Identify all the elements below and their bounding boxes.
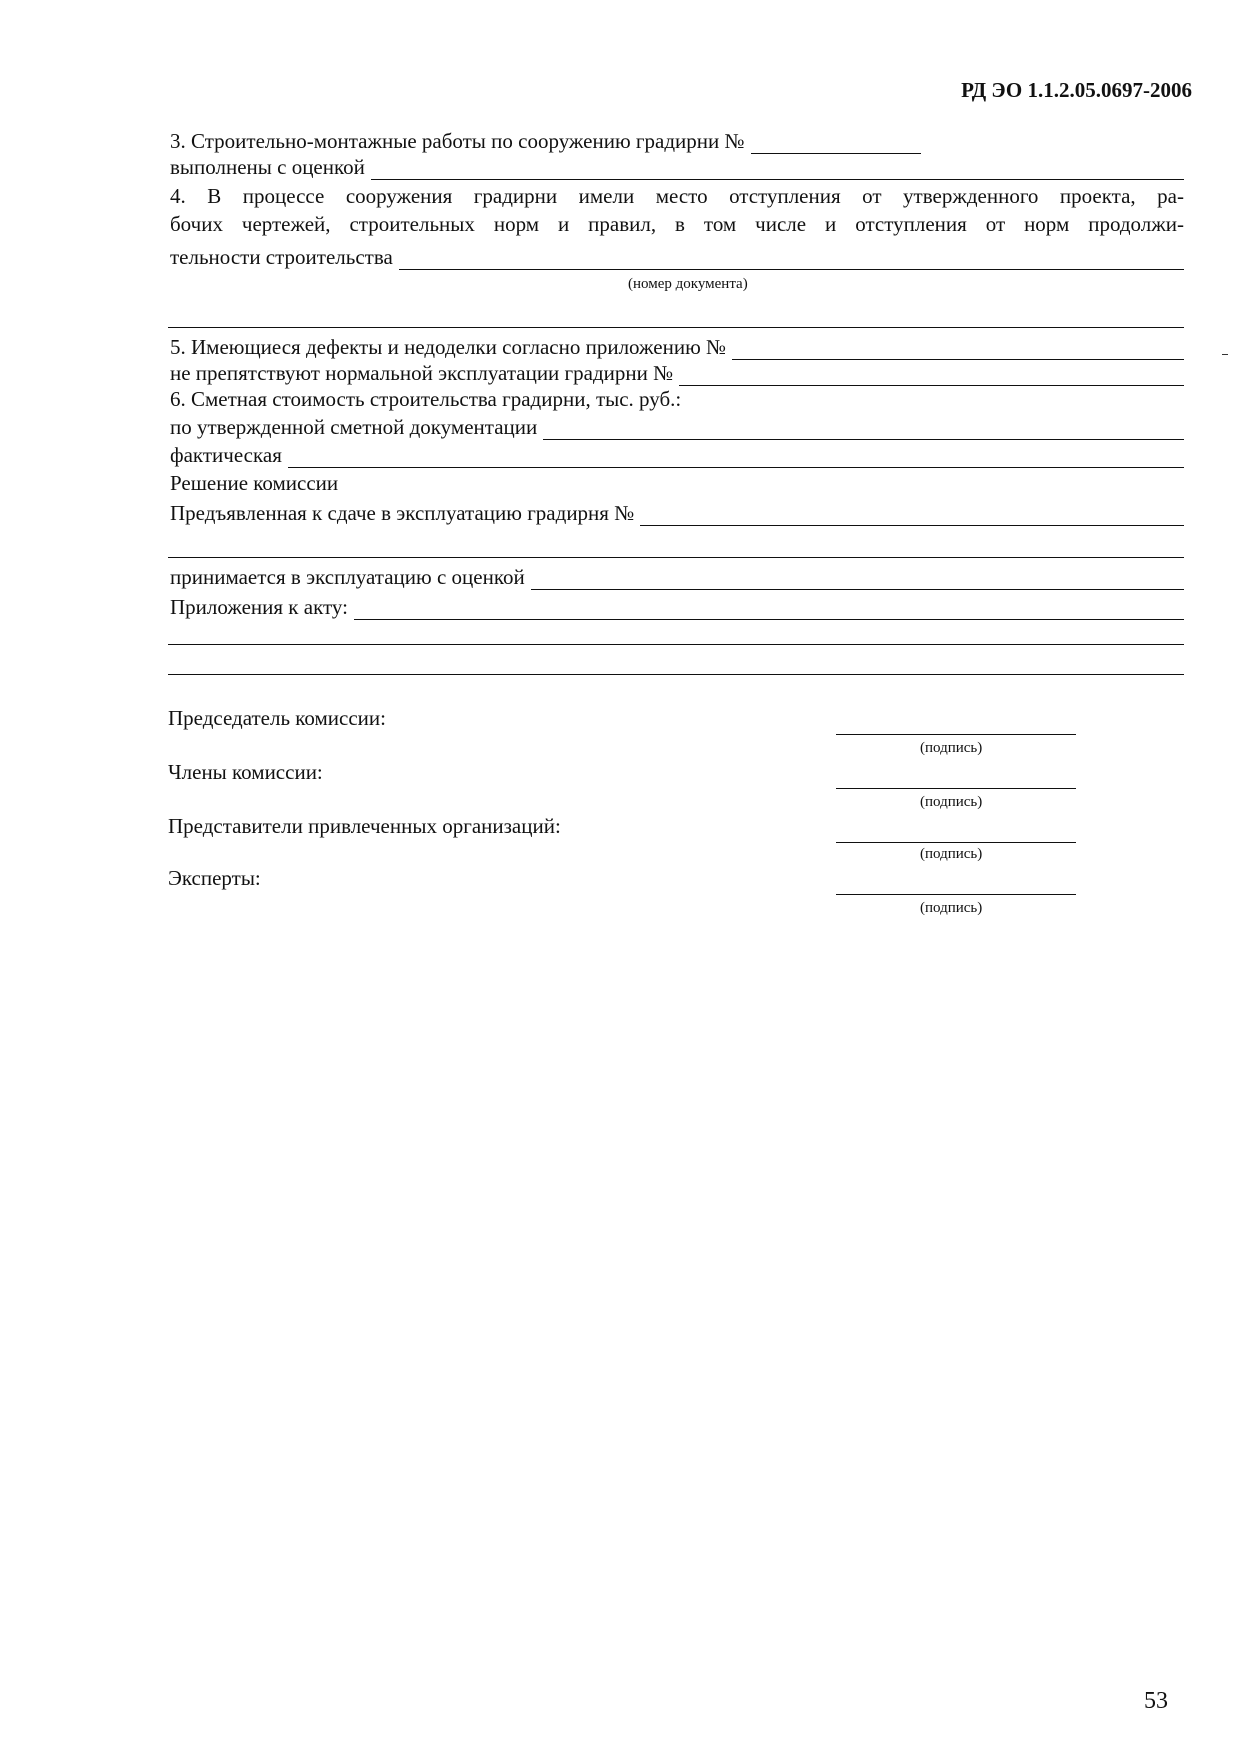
margin-mark: [1222, 354, 1228, 355]
item6-text-a: 6. Сметная стоимость строительства градирни, тыс. руб.:: [170, 387, 682, 411]
item4-line3: [170, 240, 1184, 270]
item6-line1: [170, 382, 1184, 412]
decision-text-b: принимается в эксплуатацию с оценкой: [170, 565, 525, 589]
estimated-cost-field[interactable]: [543, 417, 1184, 440]
item4-text-b: бочих чертежей, строительных норм и правил, в том числе и отступления от норм продолжи-: [170, 212, 1184, 236]
decision-line2: [170, 560, 1184, 590]
page-number: 53: [1144, 1688, 1168, 1714]
item6-text-b: по утвержденной сметной документации: [170, 415, 538, 439]
item4-document-field[interactable]: [399, 247, 1184, 270]
item6-line2: [170, 410, 1184, 440]
members-signature-line[interactable]: [836, 788, 1076, 789]
item4-text-a: 4. В процессе сооружения градирни имели место отступления от утвержденного проекта, ра-: [170, 184, 1184, 208]
item5-text-a: 5. Имеющиеся дефекты и недоделки согласно приложению №: [170, 335, 727, 359]
attachments-label: Приложения к акту:: [170, 595, 348, 619]
attachments-line: [170, 590, 1184, 620]
item4-text-c: тельности строительства: [170, 245, 393, 269]
decision-tower-field[interactable]: [640, 503, 1184, 526]
decision-title-line: [170, 466, 1184, 496]
item3-line2: [170, 150, 1184, 180]
item4-extra-line[interactable]: [168, 327, 1184, 328]
item6-line3: [170, 438, 1184, 468]
decision-line1: [170, 496, 1184, 526]
members-signature-caption: (подпись): [920, 794, 983, 810]
item3-text-a: 3. Строительно-монтажные работы по сооружению градирни №: [170, 129, 745, 153]
document-code: РД ЭО 1.1.2.05.0697-2006: [961, 78, 1192, 102]
item5-text-b: не препятствуют нормальной эксплуатации градирни №: [170, 361, 674, 385]
document-number-caption: (номер документа): [628, 276, 748, 292]
attachments-extra-line-2[interactable]: [168, 674, 1184, 675]
representatives-signature-line[interactable]: [836, 842, 1076, 843]
decision-text-a: Предъявленная к сдаче в эксплуатацию градирня №: [170, 501, 635, 525]
experts-label: Эксперты:: [168, 866, 261, 890]
decision-title: Решение комиссии: [170, 471, 339, 495]
experts-signature-caption: (подпись): [920, 900, 983, 916]
chairman-signature-caption: (подпись): [920, 740, 983, 756]
chairman-label: Председатель комиссии:: [168, 706, 386, 730]
representatives-label: Представители привлеченных организаций:: [168, 814, 561, 838]
chairman-signature-line[interactable]: [836, 734, 1076, 735]
members-label: Члены комиссии:: [168, 760, 323, 784]
item6-text-c: фактическая: [170, 443, 282, 467]
attachments-extra-line-1[interactable]: [168, 644, 1184, 645]
representatives-signature-caption: (подпись): [920, 846, 983, 862]
experts-signature-line[interactable]: [836, 894, 1076, 895]
item3-text-b: выполнены с оценкой: [170, 155, 365, 179]
item3-grade-field[interactable]: [371, 157, 1184, 180]
decision-grade-field[interactable]: [531, 567, 1184, 590]
actual-cost-field[interactable]: [288, 445, 1184, 468]
attachments-field[interactable]: [354, 597, 1184, 620]
decision-extra-line[interactable]: [168, 557, 1184, 558]
